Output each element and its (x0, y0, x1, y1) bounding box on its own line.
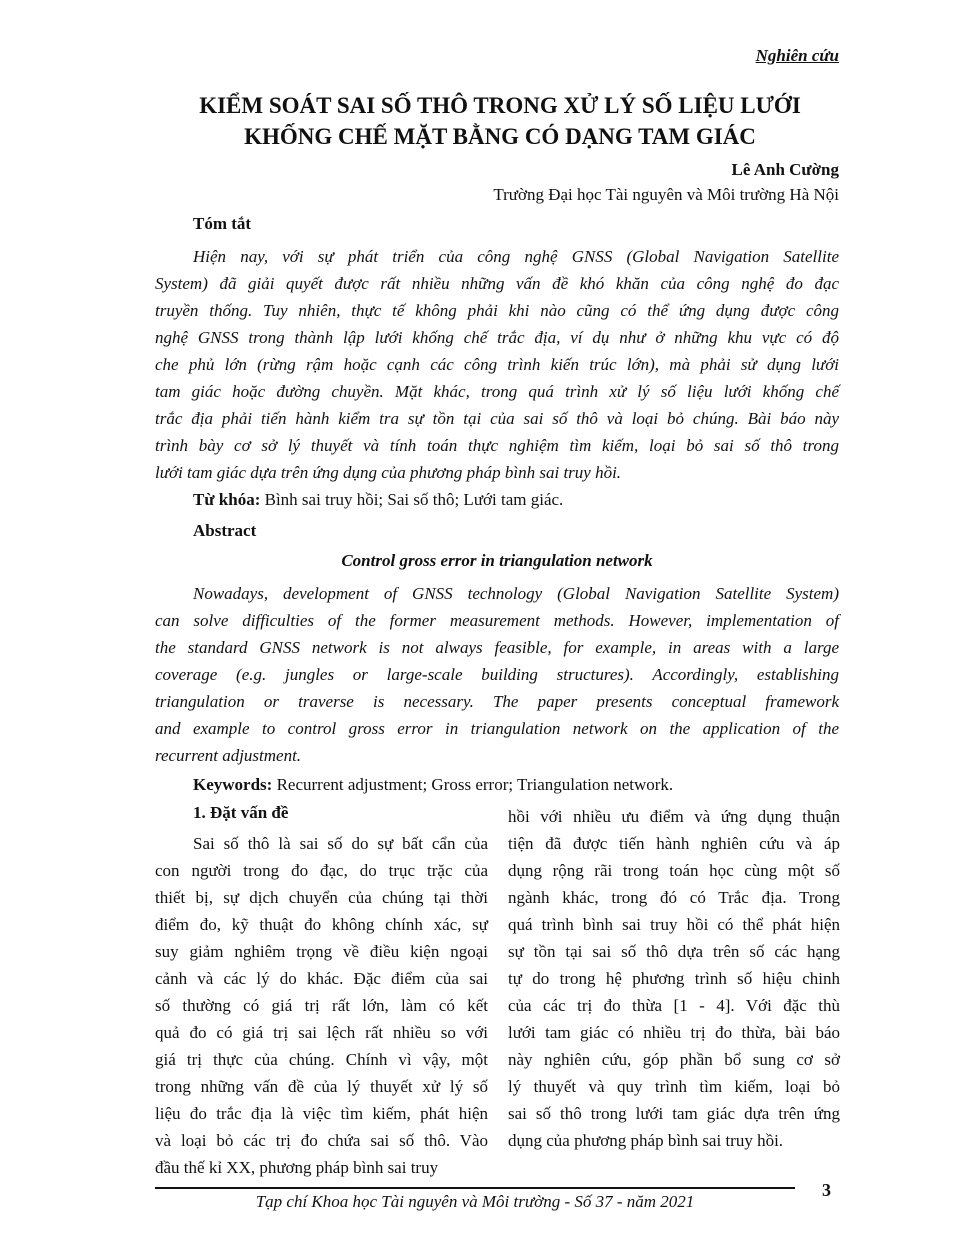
text-line: lưới tam giác có nhiều trị đo thừa, bài báo (508, 1023, 840, 1042)
text-line: đầu thế kỉ XX, phương pháp bình sai truy (155, 1158, 439, 1177)
text-line: Nowadays, development of GNSS technology (Global Navigation Satellite System) (193, 584, 839, 603)
text-line: Sai số thô là sai số do sự bất cẩn của (193, 834, 488, 853)
text-line: sai số thô trong lưới tam giác dựa trên ứng (508, 1104, 840, 1123)
text-line: lưới tam giác dựa trên ứng dụng của phương pháp bình sai truy hồi. (155, 463, 622, 482)
title-line-2: KHỐNG CHẾ MẶT BẰNG CÓ DẠNG TAM GIÁC (244, 124, 756, 149)
text-line: suy giảm nghiêm trọng về điều kiện ngoại (155, 942, 488, 961)
text-line: hồi với nhiều ưu điểm và ứng dụng thuận (508, 807, 840, 826)
text-line: che phủ lớn (rừng rậm hoặc cạnh các công trình kiến trúc lớn), mà phải sử dụng lưới (155, 355, 839, 374)
text-line: này nghiên cứu, góp phần bổ sung cơ sở (508, 1050, 840, 1069)
section-tag: Nghiên cứu (755, 46, 839, 65)
summary-keywords (193, 490, 563, 510)
text-line: ngành khác, trong đó có Trắc địa. Trong (508, 888, 840, 907)
article-title (150, 90, 850, 152)
keywords-label: Từ khóa: (193, 490, 261, 509)
abstract-heading: Abstract (193, 521, 257, 540)
text-line: System) đã giải quyết được rất nhiều những vấn đề khó khăn của công nghệ đo đạc (155, 274, 839, 293)
abstract-body (155, 580, 839, 769)
text-line: tam giác hoặc đường chuyền. Mặt khác, trong quá trình xử lý số liệu lưới khống chế (155, 382, 839, 401)
summary-heading: Tóm tắt (193, 214, 252, 233)
text-line: trong những vấn đề của lý thuyết xử lý số (155, 1077, 488, 1096)
keywords-label-en: Keywords: (193, 775, 273, 794)
text-line: của các trị đo thừa [1 - 4]. Với đặc thù (508, 996, 840, 1015)
page-number: 3 (822, 1180, 831, 1200)
text-line: recurrent adjustment. (155, 746, 302, 765)
text-line: can solve difficulties of the former measurement methods. However, implementation of (155, 611, 839, 630)
text-line: và loại bỏ các trị đo chứa sai số thô. Vào (155, 1131, 488, 1150)
text-line: liệu đo trắc địa là việc tìm kiếm, phát hiện (155, 1104, 488, 1123)
title-line-1: KIỂM SOÁT SAI SỐ THÔ TRONG XỬ LÝ SỐ LIỆU LƯỚI (199, 93, 801, 118)
text-line: số thường có giá trị rất lớn, làm có kết (155, 996, 488, 1015)
section-1-right-column (508, 803, 840, 1154)
footer-rule (155, 1187, 795, 1189)
text-line: nghệ GNSS trong thành lập lưới khống chế trắc địa, ví dụ như ở những khu vực có độ (155, 328, 839, 347)
text-line: dụng của phương pháp bình sai truy hồi. (508, 1131, 784, 1150)
text-line: coverage (e.g. jungles or large-scale building structures). Accordingly, establishing (155, 665, 839, 684)
text-line: sự tồn tại sai số thô dựa trên số các hạng (508, 942, 840, 961)
section-1-left-column (155, 830, 488, 1181)
text-line: triangulation or traverse is necessary. The paper presents conceptual framework (155, 692, 839, 711)
text-line: trình bày cơ sở lý thuyết và tính toán thực nghiệm tìm kiếm, loại bỏ sai số thô trong (155, 436, 839, 455)
text-line: con người trong đo đạc, do trục trặc của (155, 861, 488, 880)
text-line: quả đo có giá trị sai lệch rất nhiều so với (155, 1023, 488, 1042)
text-line: tự do trong hệ phương trình số hiệu chinh (508, 969, 840, 988)
text-line: tiện đã được tiến hành nghiên cứu và áp (508, 834, 840, 853)
footer-journal: Tạp chí Khoa học Tài nguyên và Môi trường - Số 37 - năm 2021 (255, 1192, 695, 1211)
keywords-text-en: Recurrent adjustment; Gross error; Triangulation network. (272, 775, 674, 794)
summary-body (155, 243, 839, 486)
author-affiliation: Trường Đại học Tài nguyên và Môi trường Hà Nội (493, 185, 839, 204)
abstract-keywords (193, 775, 673, 795)
text-line: cảnh và các lý do khác. Đặc điểm của sai (155, 969, 488, 988)
text-line: Hiện nay, với sự phát triển của công nghệ GNSS (Global Navigation Satellite (193, 247, 839, 266)
text-line: and example to control gross error in triangulation network on the application of the (155, 719, 839, 738)
section-1-heading: 1. Đặt vấn đề (193, 803, 289, 822)
author-name: Lê Anh Cường (731, 160, 839, 179)
text-line: lý thuyết và quy trình tìm kiếm, loại bỏ (508, 1077, 840, 1096)
text-line: thiết bị, sự dịch chuyển của chúng tại thời (155, 888, 488, 907)
text-line: quá trình bình sai truy hồi có thể phát hiện (508, 915, 840, 934)
abstract-title: Control gross error in triangulation network (341, 551, 653, 570)
text-line: điểm đo, kỹ thuật đo không chính xác, sự (155, 915, 488, 934)
text-line: truyền thống. Tuy nhiên, thực tế không phải khi nào cũng có thể ứng dụng được công (155, 301, 839, 320)
text-line: the standard GNSS network is not always feasible, for example, in areas with a large (155, 638, 839, 657)
keywords-text: Bình sai truy hồi; Sai số thô; Lưới tam giác. (260, 490, 564, 509)
text-line: trắc địa phải tiến hành kiểm tra sự tồn tại của sai số thô và loại bỏ chúng. Bài báo này (155, 409, 839, 428)
text-line: giá trị thực của chúng. Chính vì vậy, một (155, 1050, 488, 1069)
text-line: dụng rộng rãi trong toán học cùng một số (508, 861, 840, 880)
